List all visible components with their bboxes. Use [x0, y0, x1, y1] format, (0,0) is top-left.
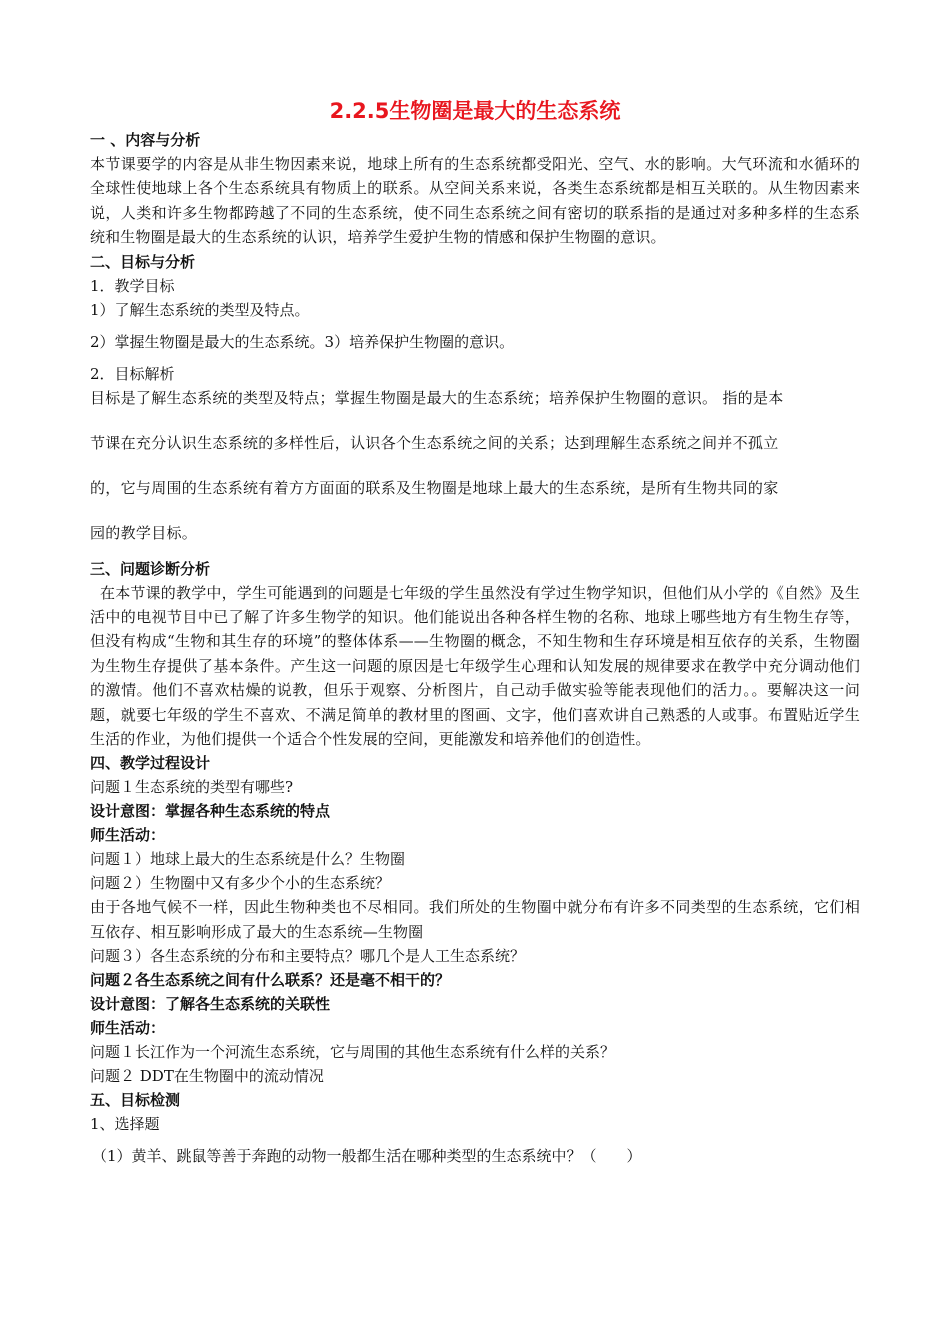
section-1-heading: 一 、内容与分析: [90, 131, 201, 149]
goal-analysis-line: 园的教学目标。: [90, 523, 198, 542]
document-title: 2.2.5生物圈是最大的生态系统: [329, 99, 621, 123]
section-3-text: 在本节课的教学中，学生可能遇到的问题是七年级的学生虽然没有学过生物学知识，但他们从小学的《自然》及生活中的电视节目中已了解了许多生物学的知识。他们能说出各种各样生物的名称、地球上哪些地方有生物生存等，但没有构成“生物和其生存的环境”的整体体系——生物圈的概念，不知生物和生存环境是相互依存的关系，生物圈为生物生存提供了基本条件。产生这一问题的原因是七年级学生心理和认知发展的规律要求在教学中充分调动他们的激情。他们不喜欢枯燥的说教，但乐于观察、分析图片，自己动手做实验等能表现他们的活力。。要解决这一问题，就要七年级的学生不喜欢、不满足简单的教材里的图画、文字，他们喜欢讲自己熟悉的人或事。布置贴近学生生活的作业，为他们提供一个适合个性发展的空间，更能激发和培养他们的创造性。: [90, 583, 860, 749]
section-5-heading: 五、目标检测: [90, 1091, 181, 1110]
design-intent-2: 设计意图：了解各生态系统的关联性: [90, 995, 331, 1014]
question-1-3: 问题３）各生态系统的分布和主要特点？哪几个是人工生态系统？: [90, 947, 526, 966]
teaching-goals-label: 1．教学目标: [90, 276, 175, 295]
question-2: 问题２各生态系统之间有什么联系？还是毫不相干的？: [90, 971, 451, 990]
question-1-2: 问题２）生物圈中又有多少个小的生态系统？: [90, 874, 391, 893]
goal-1: 1）了解生态系统的类型及特点。: [90, 300, 310, 319]
question-1: 问题１生态系统的类型有哪些?: [90, 778, 294, 797]
section-3-heading: 三、问题诊断分析: [90, 559, 211, 578]
question-1-explanation: 由于各地气候不一样，因此生物种类也不尽相同。我们所处的生物圈中就分布有许多不同类型的生态系统，它们相互依存、相互影响形成了最大的生态系统—生物圈: [90, 898, 860, 941]
goal-analysis-line: 节课在充分认识生态系统的多样性后，认识各个生态系统之间的关系；达到理解生态系统之间并不孤立: [90, 433, 779, 452]
goal-analysis-text: [90, 386, 860, 545]
section-4-heading: 四、教学过程设计: [90, 754, 211, 773]
question-2-1: 问题１长江作为一个河流生态系统，它与周围的其他生态系统有什么样的关系？: [90, 1043, 616, 1062]
activity-label-2: 师生活动：: [90, 1019, 166, 1038]
section-2-heading: 二、目标与分析: [90, 252, 196, 271]
goal-analysis-line: 的，它与周围的生态系统有着方方面面的联系及生物圈是地球上最大的生态系统，是所有生物共同的家: [90, 478, 779, 497]
goal-2-3: 2）掌握生物圈是最大的生态系统。3）培养保护生物圈的意识。: [90, 332, 515, 351]
activity-label-1: 师生活动：: [90, 826, 166, 845]
choice-question-1: （1）黄羊、跳鼠等善于奔跑的动物一般都生活在哪种类型的生态系统中？（ ）: [92, 1147, 642, 1166]
question-1-1: 问题１）地球上最大的生态系统是什么？生物圈: [90, 850, 406, 869]
question-2-2: 问题２ DDT在生物圈中的流动情况: [90, 1067, 324, 1086]
section-1-text: 本节课要学的内容是从非生物因素来说，地球上所有的生态系统都受阳光、空气、水的影响。大气环流和水循环的全球性使地球上各个生态系统具有物质上的联系。从空间关系来说，各类生态系统都是相互关联的。从生物因素来说，人类和许多生物都跨越了不同的生态系统，使不同生态系统之间有密切的联系指的是通过对多种多样的生态系统和生物圈是最大的生态系统的认识，培养学生爱护生物的情感和保护生物圈的意识。: [90, 155, 860, 247]
design-intent-1: 设计意图：掌握各种生态系统的特点: [90, 802, 331, 821]
goal-analysis-line: 目标是了解生态系统的类型及特点；掌握生物圈是最大的生态系统；培养保护生物圈的意识。 指的是本: [90, 388, 784, 407]
document-page: [90, 96, 860, 1168]
goal-analysis-label: 2．目标解析: [90, 364, 175, 383]
choice-questions-label: 1、选择题: [90, 1115, 160, 1134]
